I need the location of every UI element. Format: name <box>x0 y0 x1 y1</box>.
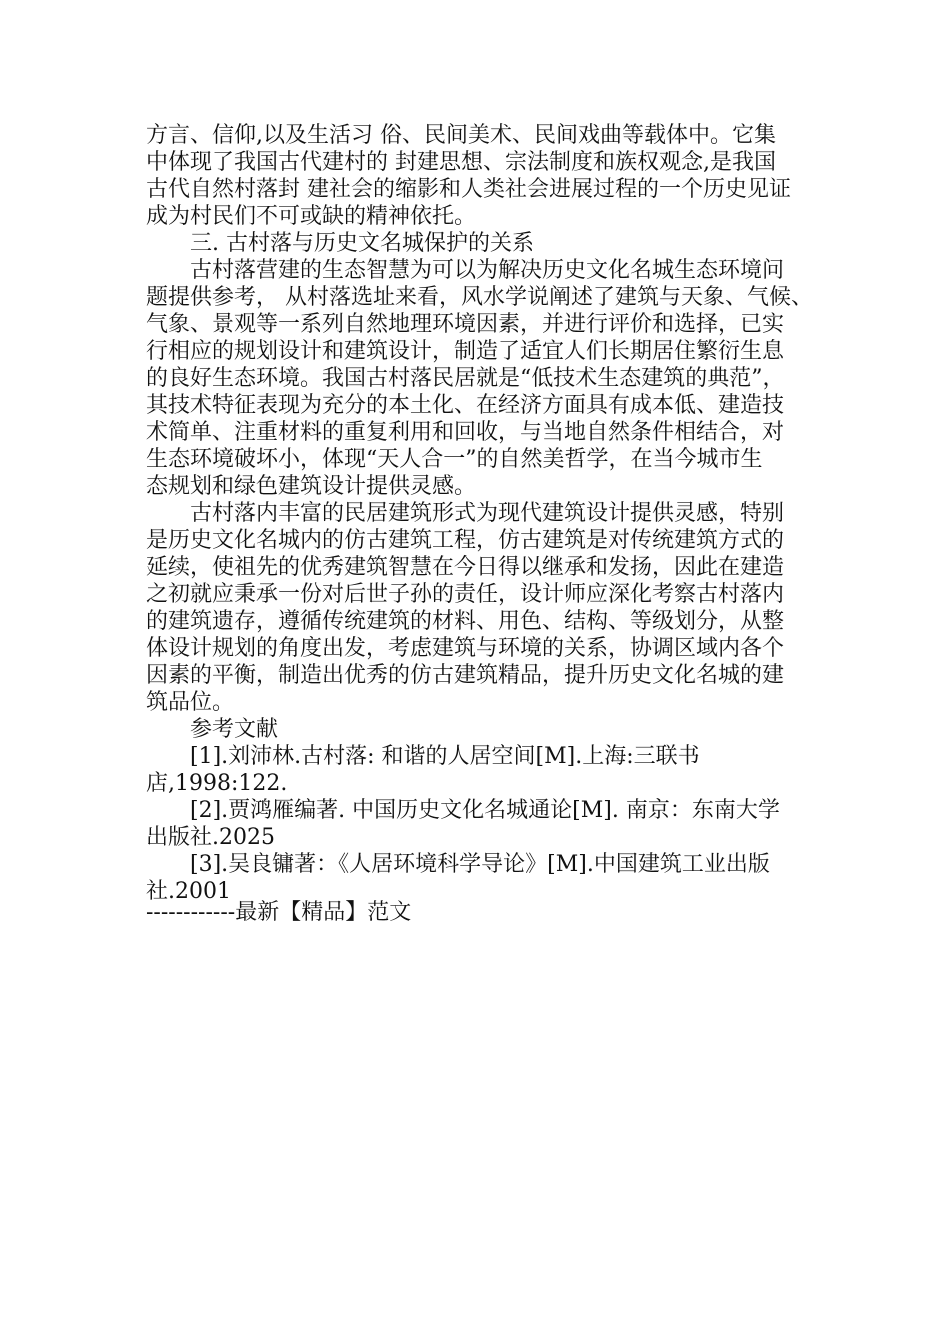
text-line: 方言、信仰,以及生活习 俗、民间美术、民间戏曲等载体中。它集 <box>146 123 776 148</box>
text-line: 古村落营建的生态智慧为可以为解决历史文化名城生态环境问 <box>190 258 785 283</box>
text-line: [1].刘沛林.古村落: 和谐的人居空间[M].上海:三联书 <box>190 744 700 769</box>
text-line: 社.2001 <box>146 879 231 904</box>
text-line: 延续，使祖先的优秀建筑智慧在今日得以继承和发扬，因此在建造 <box>146 555 785 580</box>
text-line: 因素的平衡，制造出优秀的仿古建筑精品，提升历史文化名城的建 <box>146 663 785 688</box>
text-line: 出版社.2025 <box>146 825 275 850</box>
text-line: 生态环境破坏小，体现“天人合一”的自然美哲学，在当今城市生 <box>146 447 763 472</box>
text-line: 古代自然村落封 建社会的缩影和人类社会进展过程的一个历史见证 <box>146 177 791 202</box>
text-line: 的良好生态环境。我国古村落民居就是“低技术生态建筑的典范”， <box>146 366 785 391</box>
text-line: 是历史文化名城内的仿古建筑工程，仿古建筑是对传统建筑方式的 <box>146 528 785 553</box>
text-line: 三. 古村落与历史文名城保护的关系 <box>190 231 534 256</box>
text-line: 成为村民们不可或缺的精神依托。 <box>146 204 477 229</box>
text-line: [3].吴良镛著：《人居环境科学导论》[M].中国建筑工业出版 <box>190 852 770 877</box>
text-line: 中体现了我国古代建村的 封建思想、宗法制度和族权观念,是我国 <box>146 150 776 175</box>
text-line: 的建筑遗存，遵循传统建筑的材料、用色、结构、等级划分，从整 <box>146 609 785 634</box>
text-line: 术简单、注重材料的重复利用和回收，与当地自然条件相结合，对 <box>146 420 785 445</box>
text-line: 店,1998:122. <box>146 771 288 796</box>
text-line: 态规划和绿色建筑设计提供灵感。 <box>146 474 477 499</box>
text-line: 古村落内丰富的民居建筑形式为现代建筑设计提供灵感，特别 <box>190 501 785 526</box>
text-line: 体设计规划的角度出发，考虑建筑与环境的关系，协调区域内各个 <box>146 636 785 661</box>
text-line: 题提供参考， 从村落选址来看，风水学说阐述了建筑与天象、气候、 <box>146 285 813 310</box>
text-line: [2].贾鸿雁编著. 中国历史文化名城通论[M]. 南京：东南大学 <box>190 798 780 823</box>
text-line: 其技术特征表现为充分的本土化、在经济方面具有成本低、建造技 <box>146 393 785 418</box>
text-line: 行相应的规划设计和建筑设计，制造了适宜人们长期居住繁衍生息 <box>146 339 785 364</box>
document-body <box>146 122 826 905</box>
text-line: 之初就应秉承一份对后世子孙的责任，设计师应深化考察古村落内 <box>146 582 785 607</box>
text-line: 参考文献 <box>190 717 279 742</box>
footer-text: ------------最新【精品】范文 <box>146 900 412 925</box>
text-line: 气象、景观等一系列自然地理环境因素，并进行评价和选择，已实 <box>146 312 785 337</box>
text-line: 筑品位。 <box>146 690 235 715</box>
